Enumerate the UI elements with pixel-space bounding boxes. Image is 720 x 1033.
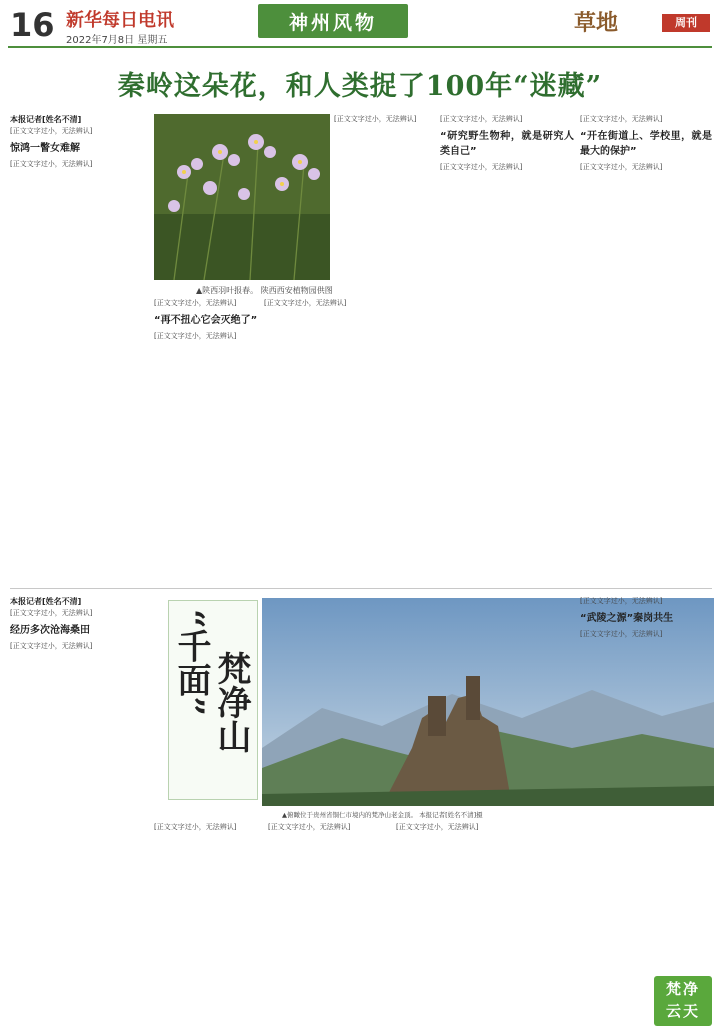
body-text: [正文文字过小，无法辨认] [154, 299, 237, 307]
subhead: 惊鸿一瞥女难解 [10, 143, 80, 154]
page-header [0, 0, 720, 56]
body-text: [正文文字过小，无法辨认] [580, 115, 663, 123]
body-text: [正文文字过小，无法辨认] [10, 609, 93, 617]
header-rule [8, 46, 712, 48]
primrose-photo [154, 114, 330, 280]
article1-column-1 [10, 114, 150, 584]
newspaper-brand: 新华每日电讯 [66, 10, 174, 31]
article2-byline: 本报记者[姓名不清] [10, 597, 82, 606]
article-divider [10, 588, 712, 589]
main-headline: 秦岭这朵花，和人类捉了100年“迷藏” [117, 71, 603, 102]
article2-column-3 [268, 822, 392, 1028]
body-text: [正文文字过小，无法辨认] [264, 299, 347, 307]
article2-column-1 [10, 596, 150, 1028]
body-text: [正文文字过小，无法辨认] [268, 823, 351, 831]
article1-column-5 [440, 114, 574, 584]
body-text: [正文文字过小，无法辨认] [440, 115, 523, 123]
article1-column-4 [334, 114, 434, 584]
primrose-illustration [154, 114, 330, 280]
article2-title-line2: 梵净山 [211, 651, 251, 753]
subhead: “再不扭心它会灭绝了” [154, 315, 258, 326]
body-text: [正文文字过小，无法辨认] [154, 332, 237, 340]
article2-title-box [168, 600, 258, 800]
fanjingshan-caption: ▲俯瞰位于贵州省铜仁市境内的梵净山老金顶。 本报记者[姓名不清]摄 [282, 811, 483, 819]
body-text: [正文文字过小，无法辨认] [440, 163, 523, 171]
weekly-tag: 周刊 [662, 14, 710, 32]
article2-column-4 [396, 822, 522, 1028]
body-text: [正文文字过小，无法辨认] [334, 115, 417, 123]
article2-column-5 [580, 596, 712, 972]
subhead: 经历多次沧海桑田 [10, 625, 90, 636]
body-text: [正文文字过小，无法辨认] [580, 630, 663, 638]
weekly-name: 草地 [574, 10, 619, 36]
fanjing-stamp-text: 梵净 云天 [665, 980, 700, 1020]
body-text: [正文文字过小，无法辨认] [10, 160, 93, 168]
primrose-caption: ▲陕西羽叶报春。 陕西西安植物园供图 [196, 286, 333, 295]
body-text: [正文文字过小，无法辨认] [580, 597, 663, 605]
subhead: “开在街道上、学校里，就是最大的保护” [580, 131, 712, 157]
body-text: [正文文字过小，无法辨认] [10, 642, 93, 650]
body-text: [正文文字过小，无法辨认] [154, 823, 237, 831]
body-text: [正文文字过小，无法辨认] [580, 163, 663, 171]
body-text: [正文文字过小，无法辨认] [396, 823, 479, 831]
page-number: 16 [10, 6, 55, 44]
subhead: “武陵之源”秦岗共生 [580, 613, 674, 624]
subhead: “研究野生物种，就是研究人类自己” [440, 131, 574, 157]
issue-date: 2022年7月8日 星期五 [66, 35, 168, 46]
article1-column-6 [580, 114, 712, 584]
article1-column-2 [154, 298, 260, 584]
body-text: [正文文字过小，无法辨认] [10, 127, 93, 135]
article2-title-line1: “千面” [171, 609, 211, 717]
article1-byline: 本报记者[姓名不清] [10, 115, 82, 124]
article2-column-2 [154, 822, 264, 1028]
section-title: 神州风物 [288, 12, 377, 34]
